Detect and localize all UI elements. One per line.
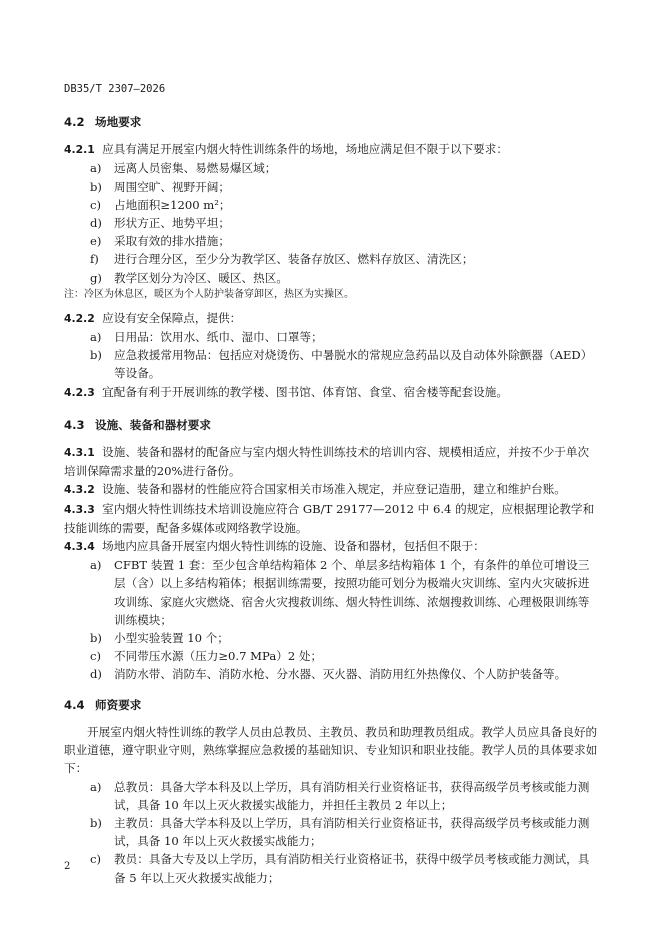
list-item [64, 556, 598, 629]
list-item [64, 647, 598, 665]
list-item-text: 日用品：饮用水、纸巾、湿巾、口罩等； [114, 330, 323, 345]
clause-text: 设施、装备和器材的性能应符合国家相关市场准入规定，并应登记造册，建立和维护台账。 [102, 482, 566, 497]
list-item-text: 采取有效的排水措施； [114, 234, 230, 249]
list-item-label: a) [90, 779, 102, 794]
clause-text: 室内烟火特性训练技术培训设施应符合 GB/T 29177—2012 中 6.4 的规定，应根据理论教学和技能训练的需要，配备多媒体或网络教学设施。 [64, 501, 595, 535]
list-item-label: b) [90, 179, 102, 194]
clause-number: 4.2.1 [64, 143, 95, 157]
section-number: 4.2 [64, 115, 85, 129]
section-4-3-heading [64, 416, 598, 434]
list-item [64, 178, 598, 196]
clause-number: 4.2.3 [64, 385, 95, 399]
list-item [64, 250, 598, 268]
clause-4-2-2 [64, 309, 598, 328]
list-item-text: CFBT 装置 1 套：至少包含单结构箱体 2 个、单层多结构箱体 1 个，有条件的单位可增设三层（含）以上多结构箱体；根据训练需要，按照功能可划分为极端火灾训练、室内火灾破拆进攻训练、家庭火灾燃烧、宿舍火灾搜救训练、烟火特性训练、浓烟搜救训练、心理极限训练等训练模块； [114, 558, 590, 627]
list-item-text: 进行合理分区，至少分为教学区、装备存放区、燃料存放区、清洗区； [114, 252, 474, 267]
list-item [64, 629, 598, 647]
list-4-4 [64, 778, 598, 887]
list-4-2-2 [64, 328, 598, 383]
clause-4-3-4 [64, 537, 598, 556]
list-item-text: 主教员：具备大学本科及以上学历，具有消防相关行业资格证书，获得高级学员考核或能力测试，具备 10 年以上灭火救援实战能力； [114, 815, 590, 849]
list-item-text: 教员：具备大专及以上学历，具有消防相关行业资格证书，获得中级学员考核或能力测试，具备 5 年以上灭火救援实战能力； [114, 852, 590, 885]
list-item [64, 214, 598, 232]
list-item-label: a) [90, 161, 102, 176]
section-4-2-heading [64, 113, 598, 131]
list-4-2-1 [64, 159, 598, 286]
list-item [64, 328, 598, 346]
clause-number: 4.3.4 [64, 540, 95, 554]
section-number: 4.4 [64, 697, 85, 712]
clause-text: 设施、装备和器材的配备应与室内烟火特性训练技术的培训内容、规模相适应，并按不少于单次培训保障需求量的20%进行备份。 [64, 445, 590, 479]
list-item-label: a) [90, 330, 102, 345]
list-item-text: 远离人员密集、易燃易爆区域； [114, 161, 277, 176]
list-item-label: f) [90, 252, 99, 267]
clause-text: 场地内应具备开展室内烟火特性训练的设施、设备和器材，包括但不限于： [102, 539, 485, 554]
standard-code: DB35/T 2307—2026 [64, 83, 166, 95]
list-item [64, 159, 598, 177]
list-item [64, 665, 598, 683]
section-number: 4.3 [64, 417, 85, 432]
list-item-text: 周围空旷、视野开阔； [114, 179, 230, 194]
list-item [64, 850, 598, 886]
clause-4-3-3 [64, 500, 598, 537]
list-item-text: 应急救援常用物品：包括应对烧烫伤、中暑脱水的常规应急药品以及自动体外除颤器（AED）等设备。 [114, 348, 593, 381]
clause-number: 4.3.2 [64, 483, 95, 497]
list-item-text: 形状方正、地势平坦； [114, 216, 230, 231]
clause-4-2-3 [64, 383, 598, 402]
list-item-text: 小型实验装置 10 个； [114, 631, 229, 646]
list-item [64, 232, 598, 250]
clause-text: 宜配备有利于开展训练的教学楼、图书馆、体育馆、食堂、宿舍楼等配套设施。 [102, 384, 508, 399]
note-4-2-1: 注：冷区为休息区，暖区为个人防护装备穿卸区，热区为实操区。 [64, 288, 354, 300]
list-item-label: b) [90, 348, 102, 363]
list-item [64, 346, 598, 382]
clause-4-3-1 [64, 443, 598, 480]
clause-number: 4.3.3 [64, 502, 95, 516]
list-item-label: a) [90, 558, 102, 573]
list-item [64, 814, 598, 850]
list-item-text: 总教员：具备大学本科及以上学历，具有消防相关行业资格证书，获得高级学员考核或能力测试，具备 10 年以上灭火救援实战能力，并担任主教员 2 年以上； [114, 779, 590, 812]
clause-text: 应具有满足开展室内烟火特性训练条件的场地，场地应满足但不限于以下要求： [102, 142, 508, 157]
list-item-text: 消防水带、消防车、消防水枪、分水器、灭火器、消防用红外热像仪、个人防护装备等。 [114, 667, 567, 682]
list-item-label: c) [90, 197, 102, 212]
section-title: 场地要求 [95, 115, 142, 129]
list-item-text: 教学区划分为冷区、暖区、热区。 [114, 270, 288, 285]
clause-4-3-2 [64, 480, 598, 499]
list-item-text: 占地面积≥1200 m²； [114, 197, 231, 212]
section-title: 设施、装备和器材要求 [95, 417, 211, 432]
list-item-text: 不同带压水源（压力≥0.7 MPa）2 处； [114, 649, 323, 664]
clause-4-2-1 [64, 140, 598, 159]
list-item-label: c) [90, 649, 102, 664]
clause-number: 4.3.1 [64, 446, 95, 460]
clause-number: 4.2.2 [64, 311, 95, 325]
list-item-label: b) [90, 815, 102, 830]
list-item-label: e) [90, 234, 102, 249]
list-item-label: c) [90, 852, 102, 867]
list-item-label: b) [90, 631, 102, 646]
list-4-3-4 [64, 556, 598, 683]
list-item-label: d) [90, 216, 102, 231]
section-title: 师资要求 [95, 697, 142, 712]
list-item [64, 269, 598, 287]
list-item-label: d) [90, 667, 102, 682]
clause-text: 应设有安全保障点，提供： [102, 310, 242, 325]
list-item-label: g) [90, 270, 102, 285]
section-4-4-paragraph: 开展室内烟火特性训练的教学人员由总教员、主教员、教员和助理教员组成。教学人员应具备良好的职业道德，遵守职业守则，熟练掌握应急救援的基础知识、专业知识和职业技能。教学人员的具体要求如下： [64, 724, 598, 776]
page-number: 2 [64, 861, 71, 872]
page-content [64, 104, 598, 887]
section-4-4-heading [64, 696, 598, 714]
list-item [64, 196, 598, 214]
list-item [64, 778, 598, 814]
